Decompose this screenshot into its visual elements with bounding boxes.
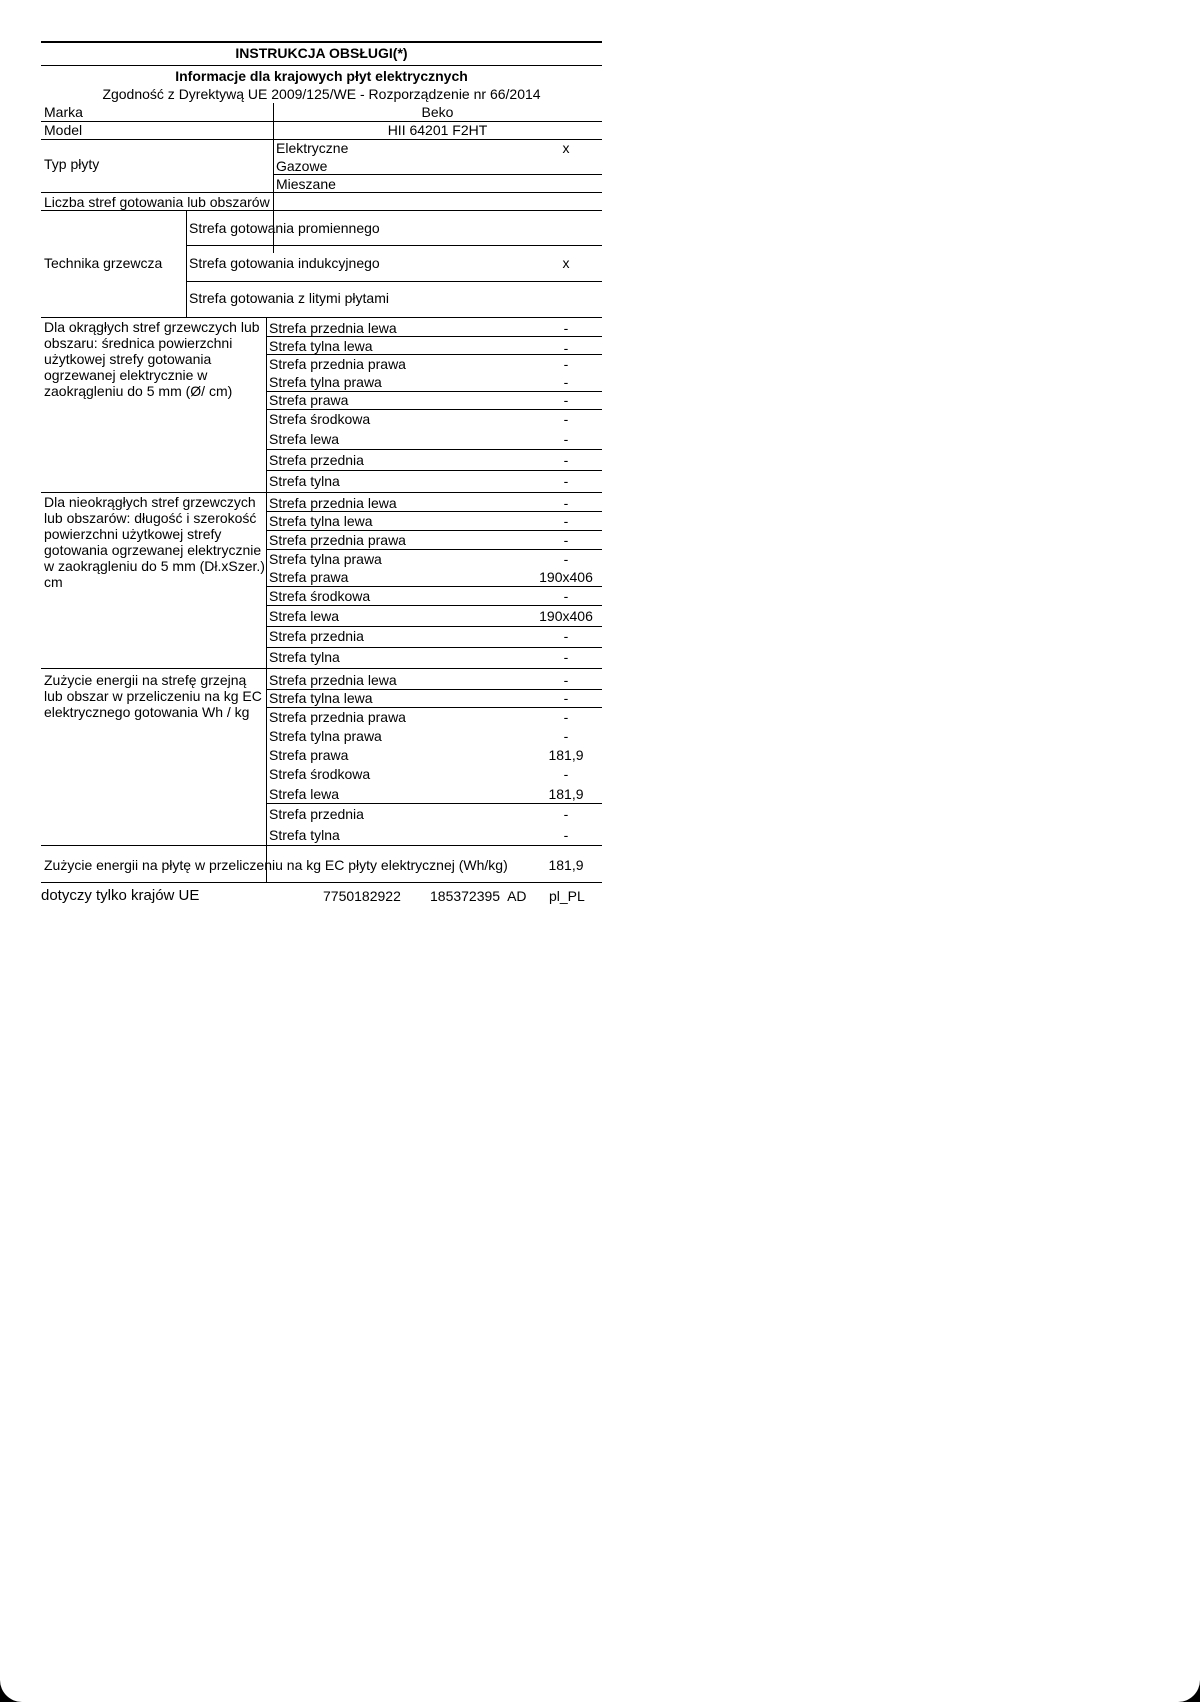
heating-tech-label: Technika grzewcza: [44, 255, 163, 271]
nonround-zones-label: Dla nieokrągłych stref grzewczych lub obszarów: długość i szerokość powierzchni użytkowej strefy gotowania ogrzewanej elektrycznie w zaokrągleniu do 5 mm (Dł.xSzer.) cm: [44, 494, 265, 590]
energy-zone-value: 181,9: [548, 786, 584, 802]
energy-hob-label: Zużycie energii na płytę w przeliczeniu na kg EC płyty elektrycznej (Wh/kg): [44, 857, 508, 873]
energy-zone-name: Strefa przednia: [269, 806, 364, 822]
nonround-zone-value: -: [563, 513, 569, 529]
nonround-zone-name: Strefa prawa: [269, 569, 349, 585]
rule: [266, 449, 602, 450]
round-zone-value: -: [563, 431, 569, 447]
energy-zone-value: -: [563, 690, 569, 706]
nonround-zone-value: -: [563, 495, 569, 511]
round-zone-value: -: [563, 320, 569, 336]
energy-zone-value: -: [563, 672, 569, 688]
nonround-zone-value: -: [563, 532, 569, 548]
model-value: HII 64201 F2HT: [387, 122, 488, 138]
energy-hob-value: 181,9: [548, 857, 584, 873]
round-zone-name: Strefa przednia lewa: [269, 320, 397, 336]
column-divider: [266, 318, 267, 883]
nonround-zone-name: Strefa przednia: [269, 628, 364, 644]
energy-zone-value: 181,9: [548, 747, 584, 763]
rule: [266, 626, 602, 627]
compliance-text: Zgodność z Dyrektywą UE 2009/125/WE - Rozporządzenie nr 66/2014: [102, 86, 541, 102]
energy-zones-label: Zużycie energii na strefę grzejną lub obszar w przeliczeniu na kg EC elektrycznego gotowania Wh / kg: [44, 672, 262, 720]
rule: [41, 492, 602, 493]
nonround-zone-name: Strefa przednia lewa: [269, 495, 397, 511]
round-zone-value: -: [563, 452, 569, 468]
rule: [266, 336, 602, 337]
footer-code: 185372395 AD: [430, 888, 527, 904]
round-zone-name: Strefa lewa: [269, 431, 340, 447]
energy-zone-name: Strefa lewa: [269, 786, 340, 802]
heating-tech-option: Strefa gotowania promiennego: [189, 220, 380, 236]
brand-value: Beko: [421, 104, 454, 120]
heating-tech-option: Strefa gotowania z litymi płytami: [189, 290, 389, 306]
round-zones-label: Dla okrągłych stref grzewczych lub obszaru: średnica powierzchni użytkowej strefy gotowania ogrzewanej elektrycznie w zaokrągleniu do 5 mm (Ø/ cm): [44, 319, 260, 399]
rule: [266, 707, 602, 708]
rule: [266, 530, 602, 531]
rule: [41, 65, 602, 66]
round-zone-name: Strefa prawa: [269, 392, 349, 408]
hob-type-option: Mieszane: [276, 176, 336, 192]
rule: [41, 882, 602, 883]
round-zone-value: -: [563, 356, 569, 372]
rule: [266, 549, 602, 550]
round-zone-name: Strefa przednia prawa: [269, 356, 406, 372]
rule: [273, 174, 602, 175]
hob-type-option: Gazowe: [276, 158, 328, 174]
round-zone-name: Strefa tylna prawa: [269, 374, 382, 390]
doc-subtitle: Informacje dla krajowych płyt elektrycznych: [175, 68, 468, 84]
rule: [266, 803, 602, 804]
energy-zone-name: Strefa tylna prawa: [269, 728, 382, 744]
rule: [266, 605, 602, 606]
rule: [41, 668, 602, 669]
energy-zone-value: -: [563, 728, 569, 744]
energy-zone-name: Strefa tylna lewa: [269, 690, 373, 706]
nonround-zone-value: -: [563, 628, 569, 644]
energy-zone-value: -: [563, 827, 569, 843]
energy-zone-value: -: [563, 766, 569, 782]
energy-zone-name: Strefa tylna: [269, 827, 340, 843]
rule: [41, 210, 602, 211]
round-zone-value: -: [563, 392, 569, 408]
nonround-zone-name: Strefa środkowa: [269, 588, 371, 604]
nonround-zone-name: Strefa tylna lewa: [269, 513, 373, 529]
rule: [186, 281, 602, 282]
round-zone-value: -: [563, 340, 569, 356]
round-zone-name: Strefa przednia: [269, 452, 364, 468]
rule: [266, 511, 602, 512]
hob-type-option: Elektryczne: [276, 140, 349, 156]
zones-count-label: Liczba stref gotowania lub obszarów: [44, 194, 270, 210]
energy-zone-name: Strefa przednia prawa: [269, 709, 406, 725]
nonround-zone-name: Strefa przednia prawa: [269, 532, 406, 548]
rule: [41, 41, 602, 43]
rule: [41, 317, 602, 318]
model-label: Model: [44, 122, 83, 138]
nonround-zone-name: Strefa tylna: [269, 649, 340, 665]
doc-title: INSTRUKCJA OBSŁUGI(*): [235, 45, 408, 61]
nonround-zone-value: -: [563, 649, 569, 665]
rule: [266, 647, 602, 648]
energy-zone-name: Strefa prawa: [269, 747, 349, 763]
round-zone-name: Strefa tylna: [269, 473, 340, 489]
footer-locale: pl_PL: [549, 888, 585, 904]
nonround-zone-value: 190x406: [539, 608, 593, 624]
rule: [41, 192, 602, 193]
heating-tech-option: Strefa gotowania indukcyjnego: [189, 255, 380, 271]
rule: [266, 409, 602, 410]
nonround-zone-value: -: [563, 551, 569, 567]
round-zone-value: -: [563, 374, 569, 390]
brand-label: Marka: [44, 104, 83, 120]
rule: [266, 354, 602, 355]
nonround-zone-value: 190x406: [539, 569, 593, 585]
round-zone-value: -: [563, 411, 569, 427]
rule: [266, 470, 602, 471]
nonround-zone-name: Strefa lewa: [269, 608, 340, 624]
rule: [186, 245, 602, 246]
energy-zone-value: -: [563, 709, 569, 725]
round-zone-value: -: [563, 473, 569, 489]
nonround-zone-name: Strefa tylna prawa: [269, 551, 382, 567]
energy-zone-value: -: [563, 806, 569, 822]
footer-note: dotyczy tylko krajów UE: [41, 887, 200, 904]
hob-type-label: Typ płyty: [44, 156, 100, 172]
round-zone-name: Strefa tylna lewa: [269, 338, 373, 354]
footer-code: 7750182922: [323, 888, 401, 904]
column-divider: [186, 211, 187, 317]
nonround-zone-value: -: [563, 588, 569, 604]
rule: [266, 586, 602, 587]
heating-tech-mark: x: [562, 255, 570, 271]
hob-type-mark: x: [562, 140, 570, 156]
energy-zone-name: Strefa środkowa: [269, 766, 371, 782]
energy-zone-name: Strefa przednia lewa: [269, 672, 397, 688]
round-zone-name: Strefa środkowa: [269, 411, 371, 427]
rule: [41, 845, 602, 846]
